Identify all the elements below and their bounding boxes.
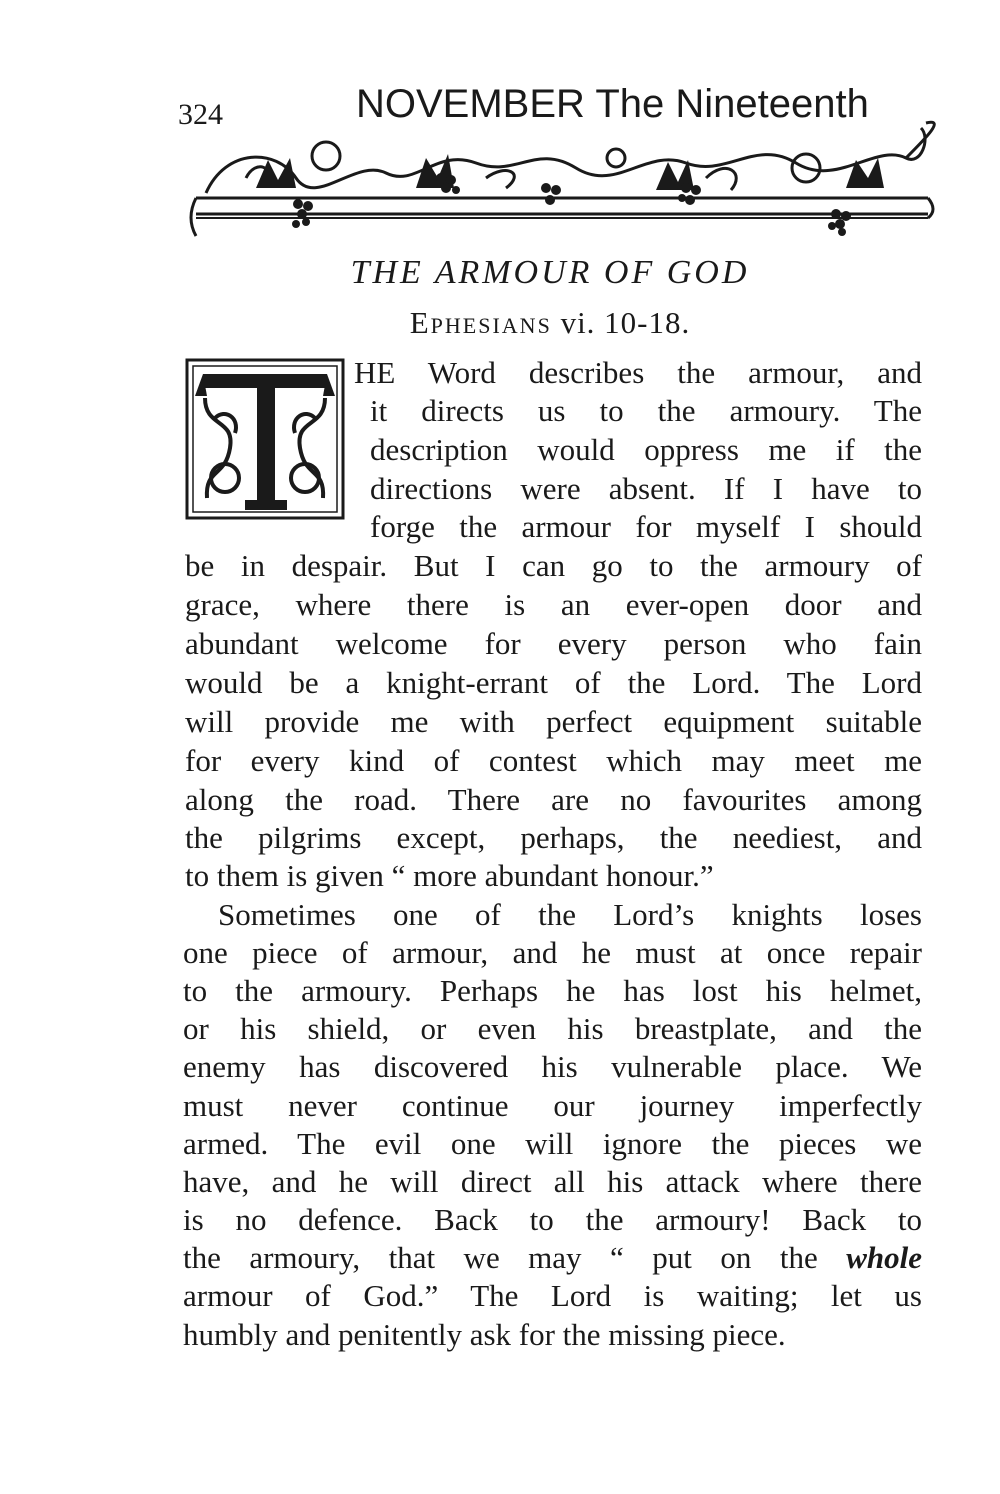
p2-line-8: have, and he will direct all his attack where there [183, 1164, 922, 1199]
p1-line-6: be in despair. But I can go to the armoury of [185, 548, 922, 583]
p2-line-6: must never continue our journey imperfectly [183, 1088, 922, 1123]
emphasis-whole: whole [846, 1240, 923, 1275]
p1-line-2: it directs us to the armoury. The [370, 393, 922, 428]
p2-line-4: or his shield, or even his breastplate, and the [183, 1011, 922, 1046]
p1-line-9: would be a knight-errant of the Lord. The Lord [185, 665, 922, 700]
running-head: NOVEMBER The Nineteenth [356, 82, 869, 126]
drop-cap-illuminated-t [185, 358, 345, 520]
p2-line-5: enemy has discovered his vulnerable place. We [183, 1049, 922, 1084]
p2-line-1: Sometimes one of the Lord’s knights loses [218, 897, 922, 932]
p1-line-1: HE Word describes the armour, and [354, 355, 922, 390]
p1-line-14: to them is given “ more abundant honour.” [185, 858, 714, 893]
scripture-reference [180, 305, 920, 341]
vine-ornament-icon [186, 118, 936, 250]
reference-verses: vi. 10-18. [560, 305, 691, 340]
p1-line-8: abundant welcome for every person who fain [185, 626, 922, 661]
reference-book: Ephesians [409, 305, 552, 340]
drop-cap-letter: T [265, 508, 266, 509]
p1-line-11: for every kind of contest which may meet me [185, 743, 922, 778]
p1-line-12: along the road. There are no favourites among [185, 782, 922, 817]
section-title: THE ARMOUR OF GOD [350, 254, 750, 291]
p1-line-4: directions were absent. If I have to [370, 471, 922, 506]
p2-line-10-text: the armoury, that we may “ put on the [183, 1240, 818, 1275]
p2-line-7: armed. The evil one will ignore the pieces we [183, 1126, 922, 1161]
p1-line-3: description would oppress me if the [370, 432, 922, 467]
p1-line-7: grace, where there is an ever-open door and [185, 587, 922, 622]
p2-line-10 [183, 1239, 922, 1277]
p2-line-11: armour of God.” The Lord is waiting; let us [183, 1278, 922, 1313]
p1-line-13: the pilgrims except, perhaps, the neediest, and [185, 820, 922, 855]
p1-line-5: forge the armour for myself I should [370, 509, 922, 544]
p2-line-12: humbly and penitently ask for the missing piece. [183, 1317, 786, 1352]
p2-line-9: is no defence. Back to the armoury! Back to [183, 1202, 922, 1237]
p2-line-2: one piece of armour, and he must at once repair [183, 935, 922, 970]
p2-line-3: to the armoury. Perhaps he has lost his helmet, [183, 973, 922, 1008]
p1-line-10: will provide me with perfect equipment suitable [185, 704, 922, 739]
page-number: 324 [178, 98, 223, 131]
